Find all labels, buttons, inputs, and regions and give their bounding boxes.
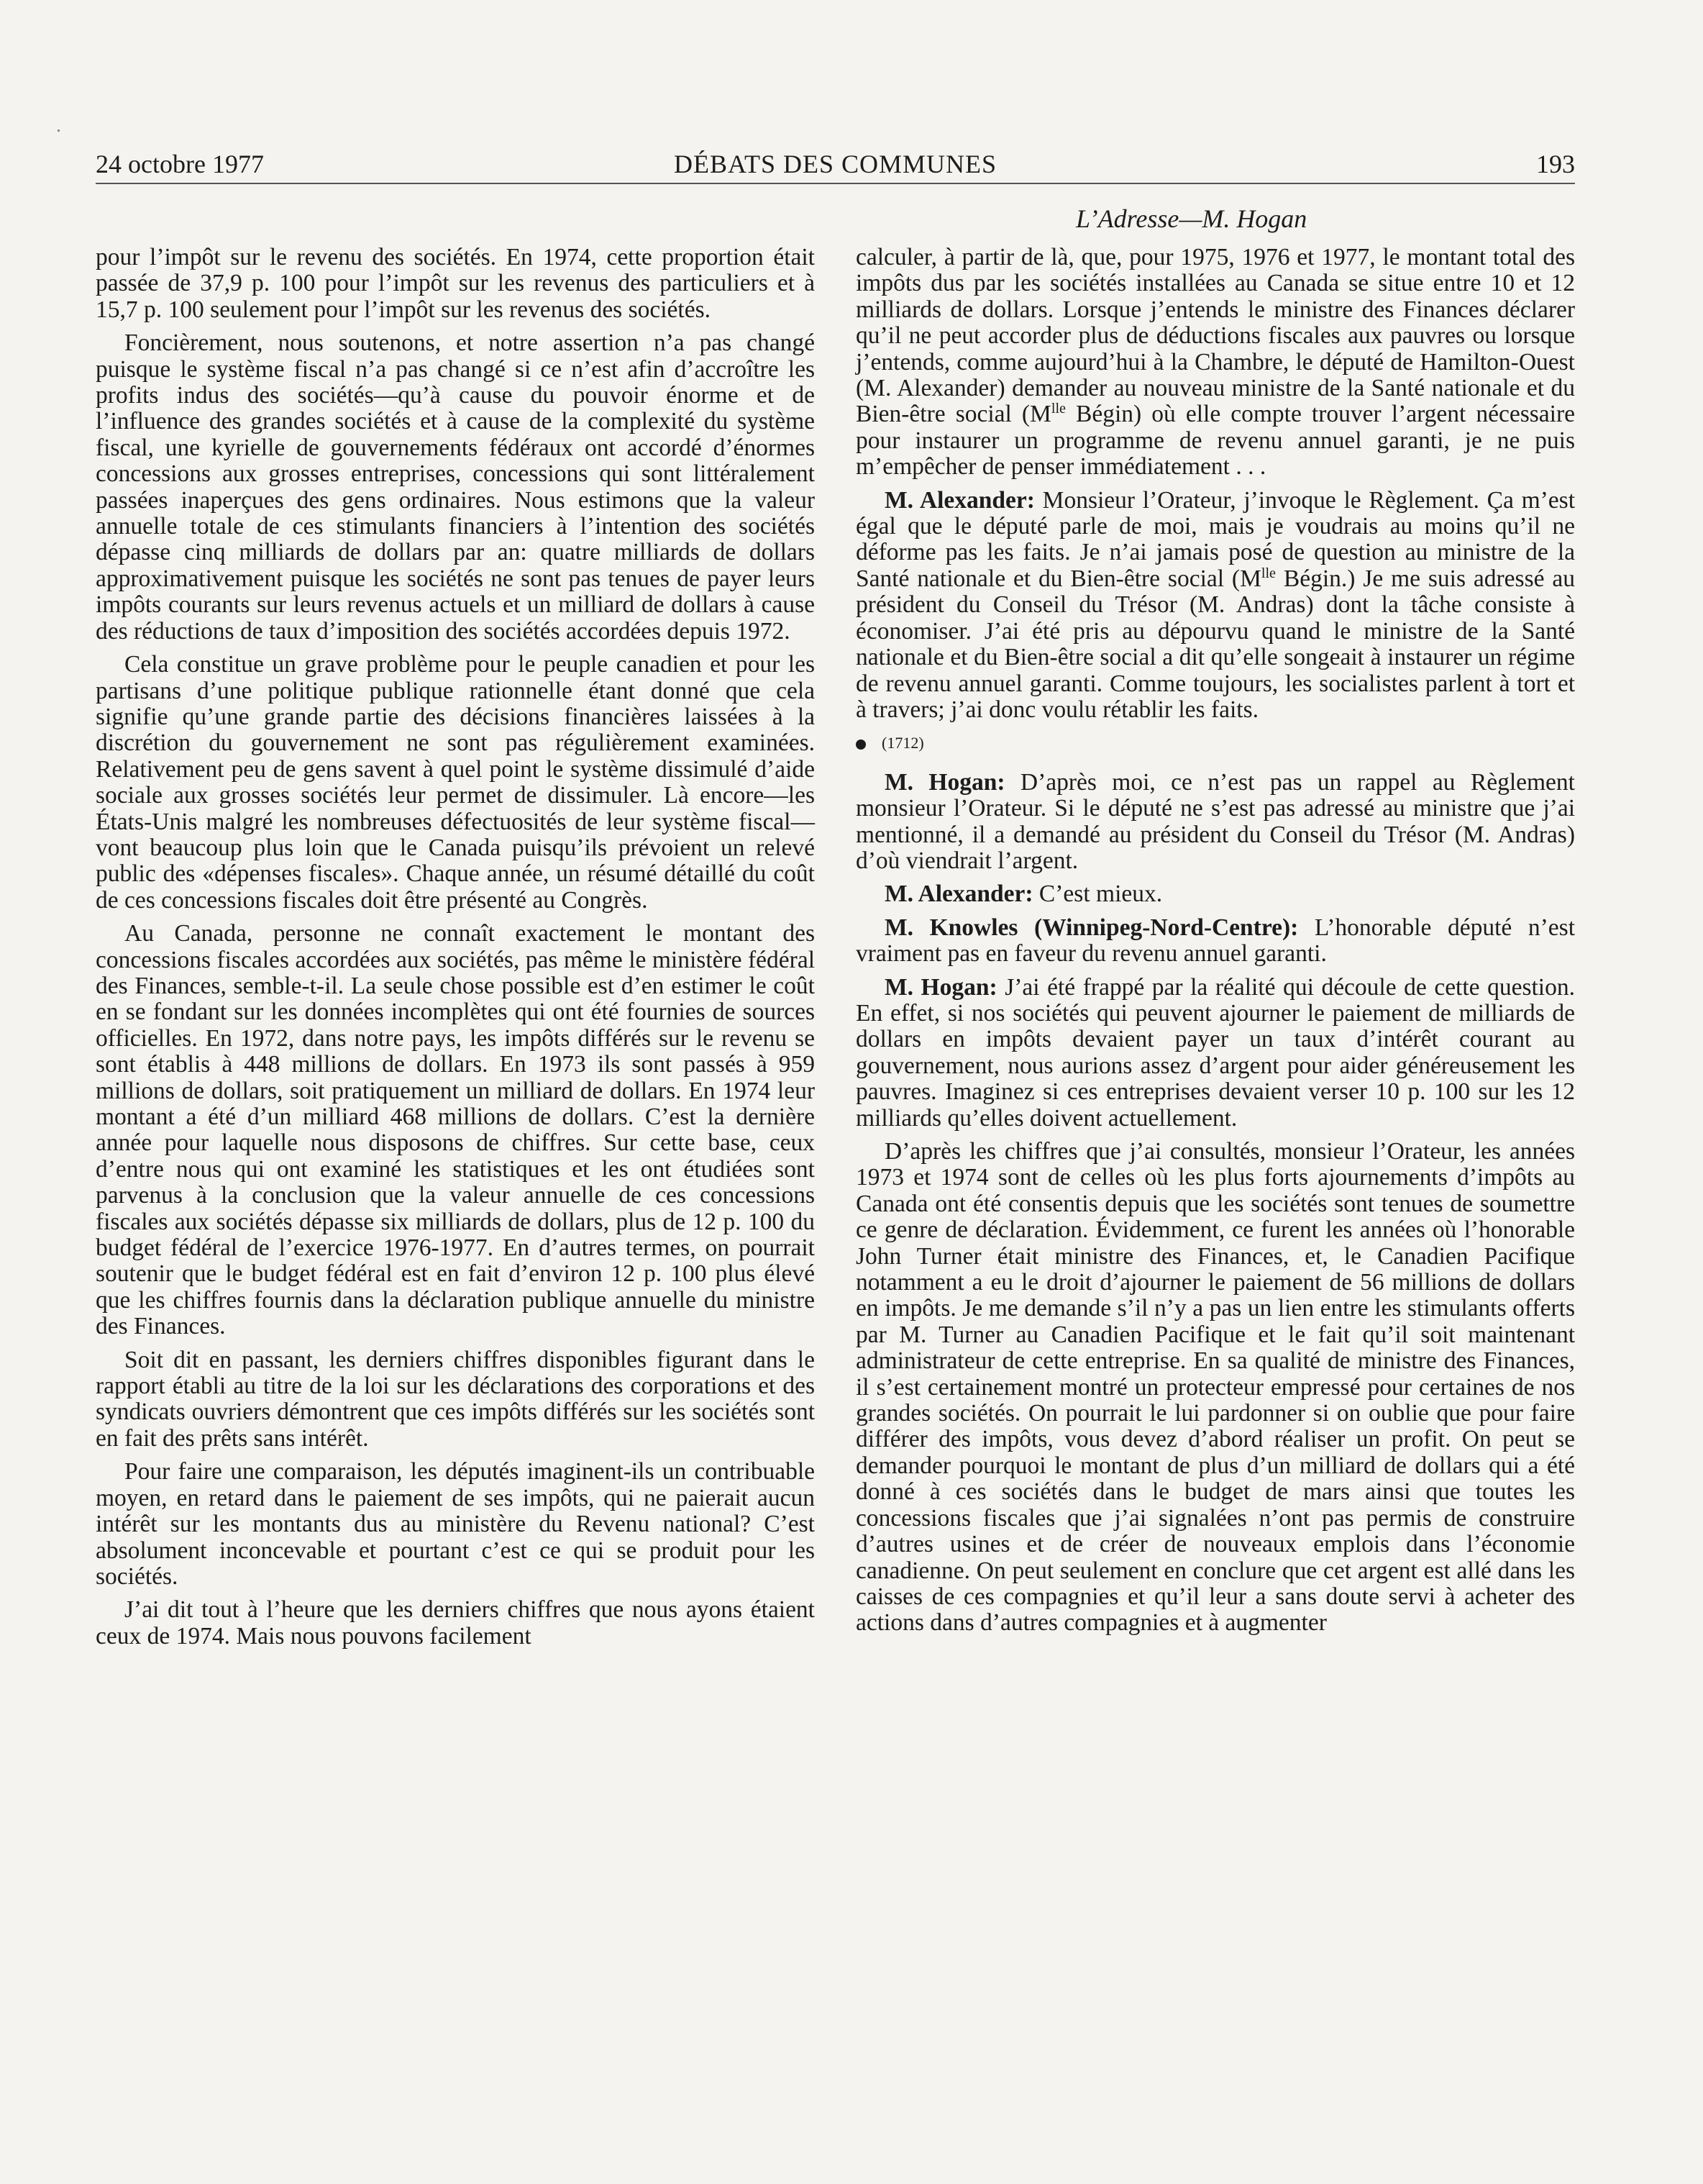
speaker-name: M. Knowles (Winnipeg-Nord-Centre):	[885, 914, 1299, 941]
text: Bégin) où elle compte trouver l’argent nécessaire pour instaurer un programme de revenu annuel garanti, je ne puis m’empêcher de penser immédiatement . . .	[856, 401, 1575, 481]
speech	[856, 975, 1575, 1132]
paragraph: Foncièrement, nous soutenons, et notre assertion n’a pas changé puisque le système fiscal n’a pas changé si ce n’est afin d’accroître les profits indus des sociétés—qu’à cause du pouvoir énorme et de l’influence des grandes sociétés et à cause de la complexité du système fiscal, une kyrielle de gouvernements fédéraux ont accordé d’énormes concessions aux grosses entreprises, concessions qui sont littéralement passées inaperçues des gens ordinaires. Nous estimons que la valeur annuelle totale de ces stimulants financiers à l’intention des sociétés dépasse cinq milliards de dollars par an: quatre milliards de dollars approximativement puisque les sociétés ne sont pas tenues de payer leurs impôts courants sur leurs revenus actuels et un milliard de dollars à cause des réductions de taux d’imposition des sociétés accordées depuis 1972.	[96, 329, 815, 645]
page-header	[96, 147, 1575, 184]
bullet-icon	[856, 740, 866, 750]
header-title: DÉBATS DES COMMUNES	[673, 150, 997, 178]
left-column	[96, 245, 815, 1657]
superscript: lle	[1051, 401, 1066, 417]
right-column	[856, 245, 1575, 1644]
page-number: 193	[1536, 150, 1575, 178]
speech	[856, 881, 1575, 907]
text: D’après moi, ce n’est pas un rappel au Règlement monsieur l’Orateur. Si le député ne s’est pas adressé au ministre que j’ai mentionné, il a demandé au président du Conseil du Trésor (M. Andras) d’où viendrait l’argent.	[856, 768, 1575, 874]
paragraph: Pour faire une comparaison, les députés imaginent-ils un contribuable moyen, en retard dans le paiement de ses impôts, qui ne paierait aucun intérêt sur les montants dus au ministère du Revenu national? C’est absolument inconcevable et pourtant c’est ce qui se produit pour les sociétés.	[96, 1458, 815, 1590]
text: Monsieur l’Orateur, j’invoque le Règlement. Ça m’est égal que le député parle de moi, mais je voudrais au moins qu’il ne déforme pas les faits. Je n’ai jamais posé de question au ministre de la Santé nationale et du Bien-être social (M	[856, 486, 1576, 592]
speech	[856, 770, 1575, 875]
text: J’ai été frappé par la réalité qui découle de cette question. En effet, si nos sociétés qui peuvent ajourner le paiement de milliards de dollars en impôts devaient payer un taux d’intérêt courant au gouvernement, nous aurions assez d’argent pour aider généreusement les pauvres. Imaginez si ces entreprises devaient verser 10 p. 100 sur les 12 milliards qu’elles doivent actuellement.	[856, 973, 1575, 1132]
speaker-name: M. Alexander:	[885, 486, 1035, 514]
speech	[856, 915, 1575, 968]
time-marker-text: (1712)	[882, 734, 924, 752]
text: calculer, à partir de là, que, pour 1975, 1976 et 1977, le montant total des impôts dus par les sociétés installées au Canada se situe entre 10 et 12 milliards de dollars. Lorsque j’entends le ministre des Finances déclarer qu’il ne peut accorder plus de déductions fiscales aux pauvres ou lorsque j’entends, comme aujourd’hui à la Chambre, le député de Hamilton-Ouest (M. Alexander) demander au nouveau ministre de la Santé nationale et du Bien-être social (M	[856, 244, 1575, 428]
text: Bégin.) Je me suis adressé au président du Conseil du Trésor (M. Andras) dont la tâche consiste à économiser. J’ai été pris au dépourvu quand le ministre de la Santé nationale et du Bien-être social a dit qu’elle songeait à instaurer un régime de revenu annuel garanti. Comme toujours, les socialistes parlent à tort et à travers; j’ai donc voulu rétablir les faits.	[856, 565, 1575, 723]
time-marker	[856, 730, 1575, 756]
paragraph: Cela constitue un grave problème pour le peuple canadien et pour les partisans d’une politique publique rationnelle étant donné que cela signifie qu’une grande partie des décisions financières laissées à la discrétion du gouvernement ne sont pas régulièrement examinées. Relativement peu de gens savent à quel point le système dissimulé d’aide sociale aux grosses sociétés leur permet de dissimuler. Là encore—les États-Unis malgré les nombreuses défectuosités de leur système fiscal—vont beaucoup plus loin que le Canada puisqu’ils prévoient un relevé public des «dépenses fiscales». Chaque année, un résumé détaillé du coût de ces concessions fiscales doit être présenté au Congrès.	[96, 651, 815, 914]
text: C’est mieux.	[1033, 881, 1163, 908]
running-head: L’Adresse—M. Hogan	[1076, 204, 1307, 233]
paragraph	[856, 245, 1575, 481]
speech	[856, 488, 1575, 724]
speaker-name: M. Alexander:	[885, 881, 1033, 908]
paragraph: pour l’impôt sur le revenu des sociétés. En 1974, cette proportion était passée de 37,9 p. 100 pour l’impôt sur les revenus des particuliers et à 15,7 p. 100 seulement pour l’impôt sur les revenus des sociétés.	[96, 244, 815, 323]
speaker-name: M. Hogan:	[885, 768, 1005, 796]
text: L’honorable député n’est vraiment pas en faveur du revenu annuel garanti.	[856, 914, 1575, 968]
speaker-name: M. Hogan:	[885, 973, 997, 1001]
paragraph: J’ai dit tout à l’heure que les derniers chiffres que nous ayons étaient ceux de 1974. Mais nous pouvons facilement	[96, 1596, 815, 1650]
paragraph: Au Canada, personne ne connaît exactement le montant des concessions fiscales accordées aux sociétés, pas même le ministère fédéral des Finances, semble-t-il. La seule chose possible est d’en estimer le coût en se fondant sur les données incomplètes qui ont été fournies de sources officielles. En 1972, dans notre pays, les impôts différés sur le revenu se sont établis à 448 millions de dollars. En 1973 ils sont passés à 959 millions de dollars, soit pratiquement un milliard de dollars. En 1974 leur montant a été d’un milliard 468 millions de dollars. C’est la dernière année pour laquelle nous disposons de chiffres. Sur cette base, ceux d’entre nous qui ont examiné les statistiques et les ont étudiées sont parvenus à la conclusion que la valeur annuelle de ces concessions fiscales aux sociétés dépasse six milliards de dollars, plus de 12 p. 100 du budget fédéral de l’exercice 1976-1977. En d’autres termes, on pourrait soutenir que le budget fédéral est en fait d’environ 12 p. 100 plus élevé que les chiffres fournis dans la déclaration publique annuelle du ministre des Finances.	[96, 920, 815, 1340]
scan-speck	[58, 129, 60, 132]
paragraph: D’après les chiffres que j’ai consultés, monsieur l’Orateur, les années 1973 et 1974 sont de celles où les plus forts ajournements d’impôts au Canada ont été consentis depuis que les sociétés sont tenues de soumettre ce genre de déclaration. Évidemment, ce furent les années où l’honorable John Turner était ministre des Finances, et, le Canadien Pacifique notamment a eu le droit d’ajourner le paiement de 56 millions de dollars en impôts. Je me demande s’il n’y a pas un lien entre les stimulants offerts par M. Turner au Canadien Pacifique et le fait qu’il soit maintenant administrateur de cette entreprise. En sa qualité de ministre des Finances, il s’est certainement montré un protecteur empressé pour certaines de nos grandes sociétés. On pourrait le lui pardonner si on oublie que pour faire différer des impôts, vous devez d’abord réaliser un profit. On peut se demander pourquoi le montant de plus d’un milliard de dollars qui a été donné à ces sociétés dans le budget de mars ainsi que toutes les concessions fiscales que j’ai signalées n’ont pas permis de construire d’autres usines et de créer de nouveaux emplois dans l’économie canadienne. On peut seulement en conclure que cet argent est allé dans les caisses de ces compagnies et qu’il leur a sans doute servi à acheter des actions dans d’autres compagnies et à augmenter	[856, 1138, 1575, 1637]
paragraph: Soit dit en passant, les derniers chiffres disponibles figurant dans le rapport établi au titre de la loi sur les déclarations des corporations et des syndicats ouvriers démontrent que ces impôts différés sur les sociétés sont en fait des prêts sans intérêt.	[96, 1346, 815, 1452]
header-date: 24 octobre 1977	[96, 150, 264, 178]
superscript: lle	[1261, 565, 1276, 581]
